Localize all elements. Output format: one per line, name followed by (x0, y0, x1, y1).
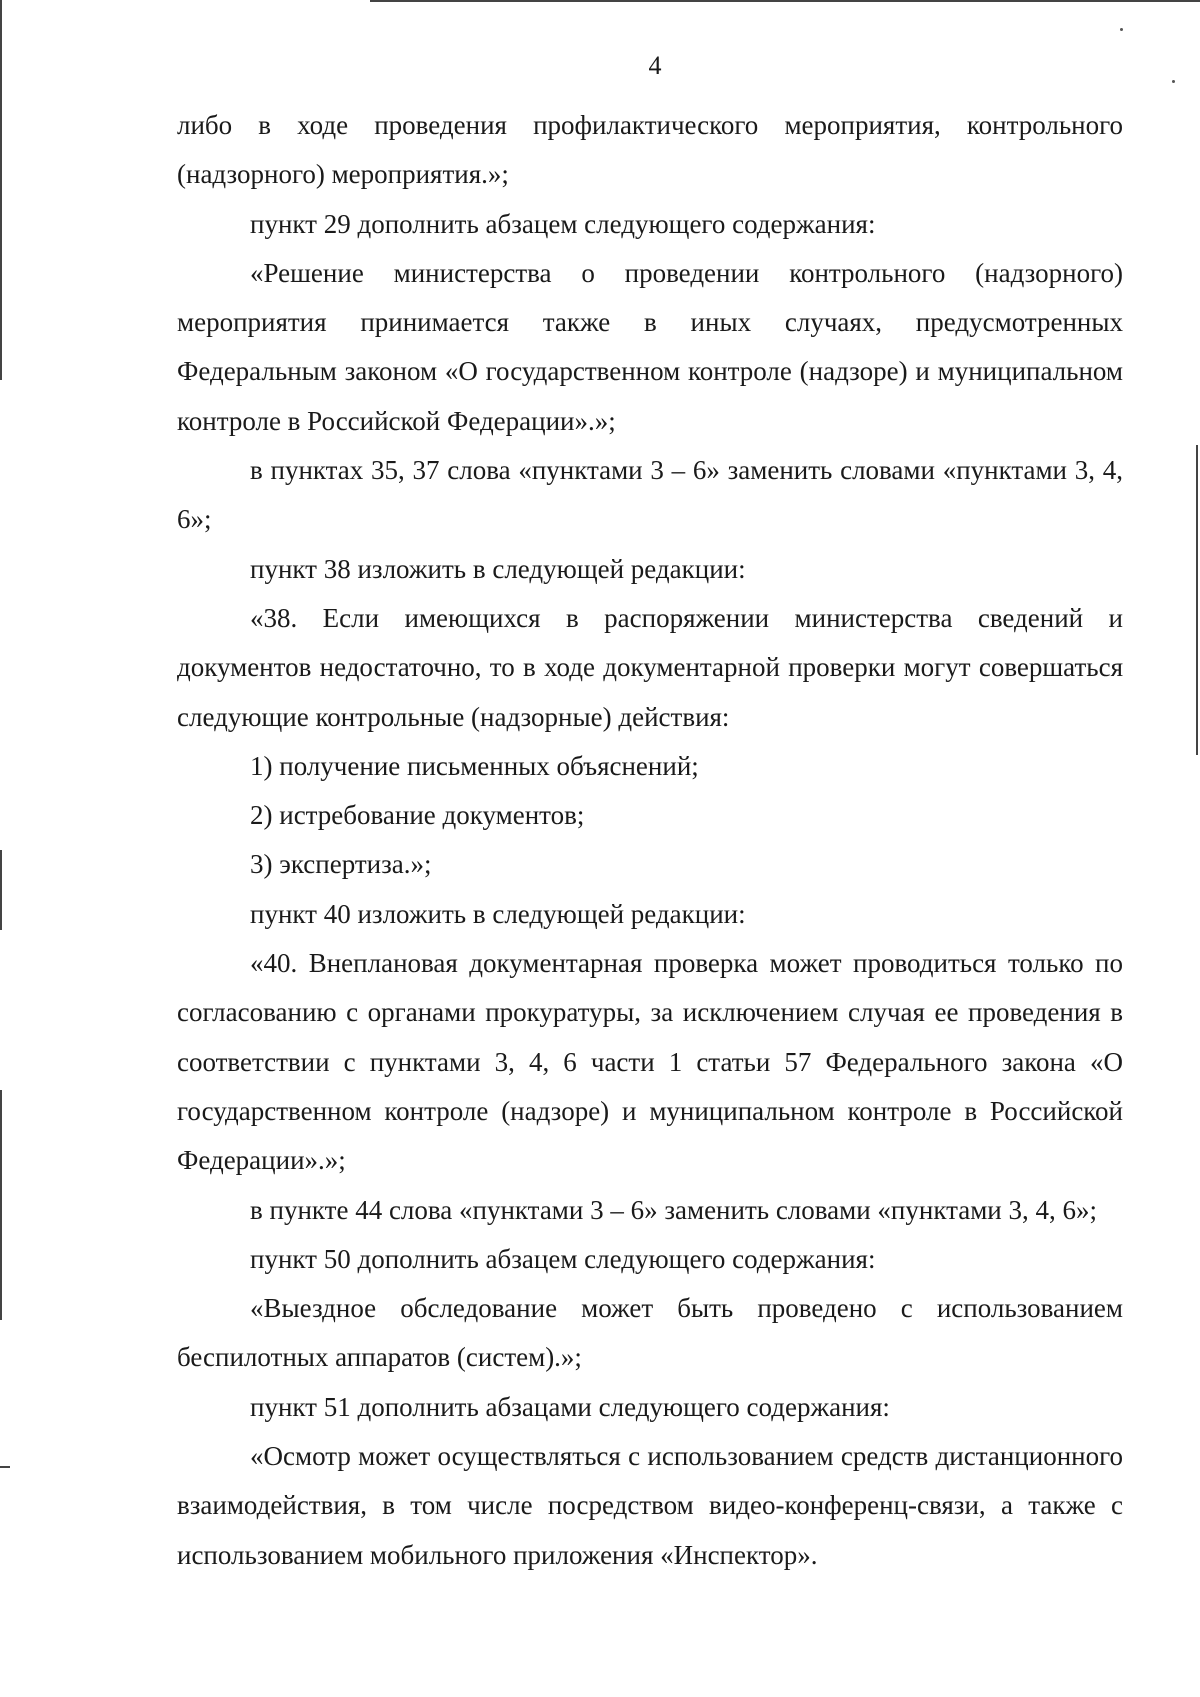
scan-edge-line-right-1 (1196, 445, 1198, 755)
paragraph-11: «Выездное обследование может быть проведено с использованием беспилотных аппаратов (систем).»; (177, 1293, 1123, 1373)
paragraph-8: «40. Внеплановая документарная проверка может проводиться только по согласованию с органами прокуратуры, за исключением случая ее проведения в соответствии с пунктами 3, 4, 6 части 1 статьи 57 Федерального закона «О государственном контроле (надзоре) и муниципальном контроле в Российской Федерации».»; (177, 948, 1123, 1176)
document-body (177, 101, 1123, 1580)
paragraph-2: пункт 29 дополнить абзацем следующего содержания: (250, 208, 876, 239)
page-number: 4 (648, 51, 662, 80)
scan-speck-1 (1120, 28, 1123, 31)
scan-edge-tick (0, 1466, 10, 1468)
paragraph-12: пункт 51 дополнить абзацами следующего содержания: (250, 1391, 890, 1422)
paragraph-1: либо в ходе проведения профилактического мероприятия, контрольного (надзорного) мероприятия.»; (177, 110, 1123, 190)
paragraph-13: «Осмотр может осуществляться с использованием средств дистанционного взаимодействия, в том числе посредством видео-конференц-связи, а также с использованием мобильного приложения «Инспектор». (177, 1441, 1123, 1570)
list-item-2: 2) истребование документов; (250, 800, 585, 831)
paragraph-9: в пункте 44 слова «пунктами 3 – 6» заменить словами «пунктами 3, 4, 6»; (250, 1194, 1097, 1225)
list-item-3: 3) экспертиза.»; (250, 849, 432, 880)
paragraph-6: «38. Если имеющихся в распоряжении министерства сведений и документов недостаточно, то в ходе документарной проверки могут совершаться следующие контрольные (надзорные) действия: (177, 602, 1123, 732)
paragraph-10: пункт 50 дополнить абзацем следующего содержания: (250, 1243, 876, 1274)
list-item-1: 1) получение письменных объяснений; (250, 750, 699, 781)
paragraph-4: в пунктах 35, 37 слова «пунктами 3 – 6» заменить словами «пунктами 3, 4, 6»; (177, 455, 1123, 535)
scan-edge-line-top (370, 0, 1200, 2)
paragraph-5: пункт 38 изложить в следующей редакции: (250, 553, 746, 584)
paragraph-3: «Решение министерства о проведении контрольного (надзорного) мероприятия принимается также в иных случаях, предусмотренных Федеральным законом «О государственном контроле (надзоре) и муниципальном контроле в Российской Федерации».»; (177, 257, 1123, 436)
scan-edge-line-left-2 (0, 850, 2, 930)
paragraph-7: пункт 40 изложить в следующей редакции: (250, 898, 746, 929)
scan-edge-line-left-3 (0, 1090, 2, 1320)
